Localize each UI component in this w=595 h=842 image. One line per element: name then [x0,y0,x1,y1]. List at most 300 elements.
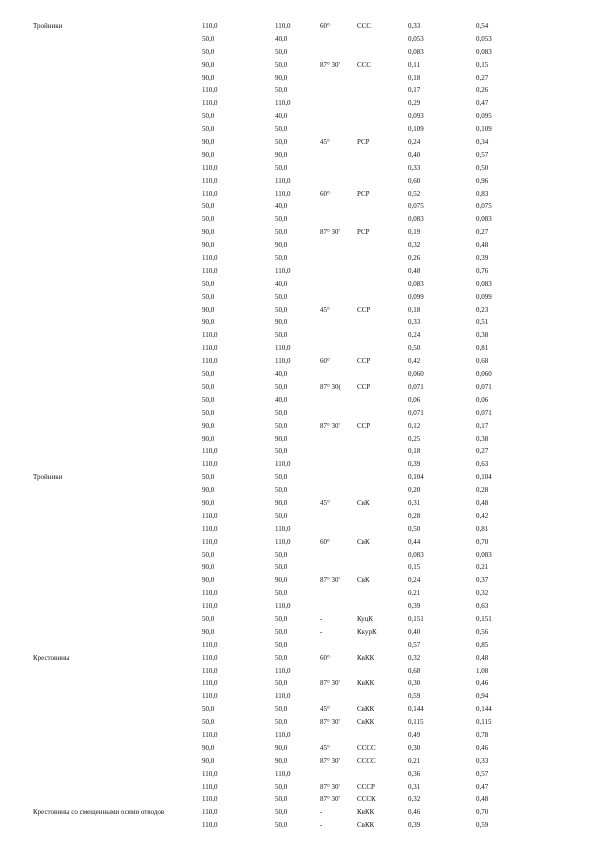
diameter-branch-cell: 90,0 [275,73,288,82]
volume-cell: 0,68 [408,666,421,675]
diameter-branch-cell: 90,0 [275,434,288,443]
diameter-main-cell: 110,0 [202,357,218,366]
volume-cell: 0,39 [408,602,421,611]
volume-cell: 0,60 [408,176,421,185]
table-row [0,342,595,355]
angle-cell: - [320,614,323,623]
diameter-branch-cell: 90,0 [275,576,288,585]
diameter-main-cell: 90,0 [202,228,215,237]
volume-cell: 0,50 [408,524,421,533]
volume-cell: 0,083 [408,215,424,224]
table-row [0,677,595,690]
volume-cell: 0,109 [408,125,424,134]
mass-cell: 0,47 [476,782,489,791]
diameter-branch-cell: 50,0 [275,125,288,134]
volume-cell: 0,144 [408,705,424,714]
diameter-branch-cell: 90,0 [275,756,288,765]
volume-cell: 0,053 [408,34,424,43]
table-row [0,407,595,420]
designation-cell: КвКК [357,679,375,688]
diameter-branch-cell: 40,0 [275,279,288,288]
designation-cell: СвКК [357,821,375,830]
designation-cell: РСР [357,189,370,198]
diameter-main-cell: 110,0 [202,344,218,353]
mass-cell: 0,39 [476,254,489,263]
diameter-main-cell: 110,0 [202,254,218,263]
diameter-branch-cell: 40,0 [275,370,288,379]
volume-cell: 0,104 [408,473,424,482]
designation-cell: КвКК [357,808,375,817]
diameter-main-cell: 110,0 [202,86,218,95]
diameter-branch-cell: 50,0 [275,550,288,559]
angle-cell: 60° [320,22,330,30]
diameter-branch-cell: 110,0 [275,266,291,275]
mass-cell: 0,071 [476,382,492,391]
table-row [0,806,595,819]
volume-cell: 0,46 [408,808,421,817]
angle-cell: 60° [320,653,330,662]
diameter-branch-cell: 50,0 [275,382,288,391]
mass-cell: 0,59 [476,821,489,830]
diameter-main-cell: 90,0 [202,73,215,82]
mass-cell: 0,28 [476,486,489,495]
angle-cell: 60° [320,357,330,366]
angle-cell: 87° 30( [320,382,341,391]
diameter-branch-cell: 50,0 [275,795,288,804]
mass-cell: 0,109 [476,125,492,134]
diameter-branch-cell: 50,0 [275,421,288,430]
volume-cell: 0,39 [408,821,421,830]
diameter-main-cell: 110,0 [202,653,218,662]
table-row [0,561,595,574]
diameter-main-cell: 90,0 [202,756,215,765]
mass-cell: 0,083 [476,215,492,224]
volume-cell: 0,26 [408,254,421,263]
diameter-main-cell: 110,0 [202,511,218,520]
angle-cell: - [320,627,323,636]
diameter-main-cell: 50,0 [202,473,215,482]
mass-cell: 0,26 [476,86,489,95]
designation-cell: СвК [357,498,370,507]
diameter-main-cell: 90,0 [202,318,215,327]
diameter-main-cell: 50,0 [202,705,215,714]
mass-cell: 0,56 [476,627,489,636]
table-row [0,536,595,549]
volume-cell: 0,071 [408,382,424,391]
mass-cell: 0,46 [476,743,489,752]
mass-cell: 0,63 [476,602,489,611]
angle-cell: 45° [320,705,330,714]
mass-cell: 0,053 [476,34,492,43]
mass-cell: 0,083 [476,279,492,288]
table-row [0,162,595,175]
mass-cell: 0,23 [476,305,489,314]
diameter-main-cell: 110,0 [202,821,218,830]
volume-cell: 0,151 [408,614,424,623]
mass-cell: 0,083 [476,47,492,56]
diameter-branch-cell: 110,0 [275,666,291,675]
diameter-main-cell: 90,0 [202,241,215,250]
table-row [0,136,595,149]
table-row [0,72,595,85]
angle-cell: 87° 30' [320,782,340,791]
table-row [0,497,595,510]
table-row [0,445,595,458]
volume-cell: 0,42 [408,357,421,366]
diameter-main-cell: 110,0 [202,679,218,688]
diameter-branch-cell: 110,0 [275,99,291,108]
diameter-branch-cell: 50,0 [275,86,288,95]
mass-cell: 0,115 [476,718,492,727]
designation-cell: СвК [357,576,370,585]
volume-cell: 0,32 [408,653,421,662]
mass-cell: 0,50 [476,163,489,172]
table-row [0,329,595,342]
volume-cell: 0,32 [408,795,421,804]
table-row [0,200,595,213]
mass-cell: 0,57 [476,769,489,778]
table-row [0,188,595,201]
mass-cell: 0,70 [476,537,489,546]
diameter-branch-cell: 110,0 [275,460,291,469]
mass-cell: 0,071 [476,408,492,417]
mass-cell: 0,17 [476,421,489,430]
mass-cell: 0,42 [476,511,489,520]
volume-cell: 0,12 [408,421,421,430]
volume-cell: 0,083 [408,550,424,559]
table-row [0,574,595,587]
fitting-type-cell: Крестовины [33,653,70,662]
table-row [0,665,595,678]
mass-cell: 0,48 [476,241,489,250]
mass-cell: 0,21 [476,563,489,572]
diameter-main-cell: 50,0 [202,370,215,379]
mass-cell: 0,27 [476,228,489,237]
diameter-branch-cell: 50,0 [275,821,288,830]
diameter-branch-cell: 110,0 [275,730,291,739]
volume-cell: 0,44 [408,537,421,546]
volume-cell: 0,48 [408,266,421,275]
mass-cell: 0,099 [476,292,492,301]
designation-cell: ССР [357,357,371,366]
volume-cell: 0,06 [408,395,421,404]
volume-cell: 0,15 [408,563,421,572]
table-row [0,729,595,742]
diameter-branch-cell: 50,0 [275,408,288,417]
volume-cell: 0,099 [408,292,424,301]
angle-cell: - [320,808,323,817]
diameter-main-cell: 90,0 [202,563,215,572]
mass-cell: 0,38 [476,331,489,340]
mass-cell: 0,095 [476,112,492,121]
mass-cell: 0,32 [476,589,489,598]
volume-cell: 0,59 [408,692,421,701]
volume-cell: 0,24 [408,138,421,147]
fittings-table [0,20,595,832]
diameter-main-cell: 50,0 [202,112,215,121]
table-row [0,600,595,613]
mass-cell: 0,94 [476,692,489,701]
diameter-branch-cell: 50,0 [275,60,288,69]
mass-cell: 0,15 [476,60,489,69]
mass-cell: 0,78 [476,730,489,739]
diameter-main-cell: 50,0 [202,34,215,43]
mass-cell: 0,70 [476,808,489,817]
mass-cell: 0,83 [476,189,489,198]
diameter-main-cell: 110,0 [202,537,218,546]
table-row [0,768,595,781]
mass-cell: 0,76 [476,266,489,275]
diameter-branch-cell: 110,0 [275,524,291,533]
diameter-main-cell: 110,0 [202,176,218,185]
diameter-branch-cell: 90,0 [275,318,288,327]
mass-cell: 0,54 [476,22,489,30]
mass-cell: 0,083 [476,550,492,559]
designation-cell: РСР [357,138,370,147]
diameter-main-cell: 50,0 [202,292,215,301]
mass-cell: 0,075 [476,202,492,211]
volume-cell: 0,31 [408,782,421,791]
angle-cell: 45° [320,138,330,147]
volume-cell: 0,24 [408,331,421,340]
volume-cell: 0,31 [408,498,421,507]
diameter-main-cell: 110,0 [202,602,218,611]
volume-cell: 0,25 [408,434,421,443]
angle-cell: 87° 30' [320,718,340,727]
volume-cell: 0,39 [408,460,421,469]
table-row [0,742,595,755]
diameter-main-cell: 50,0 [202,279,215,288]
designation-cell: СвКК [357,705,375,714]
volume-cell: 0,071 [408,408,424,417]
diameter-main-cell: 90,0 [202,138,215,147]
designation-cell: ССР [357,305,371,314]
table-row [0,755,595,768]
diameter-branch-cell: 110,0 [275,344,291,353]
table-row [0,690,595,703]
table-row [0,291,595,304]
table-row [0,793,595,806]
diameter-main-cell: 110,0 [202,795,218,804]
designation-cell: СвКК [357,718,375,727]
mass-cell: 0,060 [476,370,492,379]
designation-cell: СвК [357,537,370,546]
diameter-main-cell: 90,0 [202,421,215,430]
diameter-main-cell: 110,0 [202,692,218,701]
diameter-branch-cell: 90,0 [275,150,288,159]
diameter-main-cell: 110,0 [202,769,218,778]
angle-cell: 87° 30' [320,421,340,430]
table-row [0,213,595,226]
mass-cell: 0,47 [476,99,489,108]
diameter-branch-cell: 40,0 [275,34,288,43]
designation-cell: ССС [357,22,372,30]
diameter-branch-cell: 50,0 [275,705,288,714]
diameter-main-cell: 50,0 [202,614,215,623]
volume-cell: 0,33 [408,318,421,327]
table-row [0,587,595,600]
table-row [0,149,595,162]
diameter-branch-cell: 50,0 [275,215,288,224]
volume-cell: 0,060 [408,370,424,379]
diameter-branch-cell: 50,0 [275,447,288,456]
diameter-main-cell: 110,0 [202,730,218,739]
table-row [0,355,595,368]
volume-cell: 0,17 [408,86,421,95]
designation-cell: ССС [357,60,372,69]
angle-cell: 60° [320,537,330,546]
diameter-branch-cell: 40,0 [275,112,288,121]
mass-cell: 0,48 [476,653,489,662]
mass-cell: 0,34 [476,138,489,147]
diameter-branch-cell: 50,0 [275,473,288,482]
designation-cell: РСР [357,228,370,237]
diameter-main-cell: 50,0 [202,395,215,404]
diameter-main-cell: 110,0 [202,524,218,533]
angle-cell: 87° 30' [320,756,340,765]
table-row [0,819,595,832]
table-row [0,239,595,252]
volume-cell: 0,40 [408,150,421,159]
diameter-main-cell: 110,0 [202,589,218,598]
angle-cell: 87° 30' [320,679,340,688]
diameter-main-cell: 110,0 [202,22,218,30]
table-row [0,471,595,484]
mass-cell: 0,27 [476,447,489,456]
diameter-branch-cell: 110,0 [275,357,291,366]
fitting-type-cell: Крестовины со смещенными осями отводов [33,808,165,817]
diameter-branch-cell: 50,0 [275,138,288,147]
diameter-branch-cell: 50,0 [275,331,288,340]
diameter-main-cell: 90,0 [202,743,215,752]
angle-cell: 87° 30' [320,576,340,585]
diameter-main-cell: 90,0 [202,576,215,585]
diameter-main-cell: 90,0 [202,434,215,443]
mass-cell: 0,51 [476,318,489,327]
designation-cell: КкурК [357,627,377,636]
diameter-main-cell: 50,0 [202,215,215,224]
table-row [0,652,595,665]
diameter-main-cell: 110,0 [202,640,218,649]
volume-cell: 0,075 [408,202,424,211]
volume-cell: 0,33 [408,22,421,30]
diameter-main-cell: 50,0 [202,408,215,417]
mass-cell: 0,38 [476,434,489,443]
diameter-branch-cell: 40,0 [275,395,288,404]
diameter-branch-cell: 50,0 [275,305,288,314]
designation-cell: СССР [357,782,375,791]
diameter-branch-cell: 50,0 [275,486,288,495]
diameter-main-cell: 50,0 [202,550,215,559]
diameter-branch-cell: 50,0 [275,627,288,636]
table-row [0,484,595,497]
volume-cell: 0,29 [408,99,421,108]
table-row [0,639,595,652]
volume-cell: 0,36 [408,769,421,778]
diameter-branch-cell: 50,0 [275,679,288,688]
mass-cell: 0,81 [476,524,489,533]
diameter-branch-cell: 50,0 [275,640,288,649]
diameter-branch-cell: 110,0 [275,176,291,185]
table-row [0,304,595,317]
mass-cell: 0,85 [476,640,489,649]
volume-cell: 0,49 [408,730,421,739]
diameter-branch-cell: 110,0 [275,692,291,701]
mass-cell: 0,48 [476,498,489,507]
mass-cell: 0,63 [476,460,489,469]
diameter-main-cell: 90,0 [202,486,215,495]
volume-cell: 0,083 [408,47,424,56]
mass-cell: 0,96 [476,176,489,185]
table-row [0,59,595,72]
volume-cell: 0,18 [408,447,421,456]
diameter-branch-cell: 110,0 [275,189,291,198]
mass-cell: 0,37 [476,576,489,585]
diameter-branch-cell: 50,0 [275,163,288,172]
diameter-branch-cell: 40,0 [275,202,288,211]
diameter-branch-cell: 110,0 [275,22,291,30]
table-row [0,368,595,381]
diameter-branch-cell: 50,0 [275,653,288,662]
designation-cell: КвКК [357,653,375,662]
volume-cell: 0,18 [408,305,421,314]
table-row [0,278,595,291]
diameter-branch-cell: 50,0 [275,782,288,791]
table-row [0,420,595,433]
table-row [0,97,595,110]
volume-cell: 0,21 [408,756,421,765]
diameter-main-cell: 50,0 [202,202,215,211]
volume-cell: 0,18 [408,73,421,82]
diameter-main-cell: 50,0 [202,718,215,727]
diameter-branch-cell: 50,0 [275,292,288,301]
volume-cell: 0,20 [408,486,421,495]
diameter-main-cell: 110,0 [202,782,218,791]
diameter-main-cell: 50,0 [202,47,215,56]
volume-cell: 0,093 [408,112,424,121]
diameter-main-cell: 90,0 [202,305,215,314]
table-row [0,316,595,329]
designation-cell: СССК [357,795,376,804]
angle-cell: 87° 30' [320,228,340,237]
table-row [0,510,595,523]
diameter-branch-cell: 50,0 [275,589,288,598]
designation-cell: ССР [357,421,371,430]
diameter-main-cell: 50,0 [202,382,215,391]
diameter-branch-cell: 110,0 [275,769,291,778]
mass-cell: 0,06 [476,395,489,404]
mass-cell: 0,27 [476,73,489,82]
angle-cell: 45° [320,305,330,314]
table-row [0,20,595,33]
diameter-main-cell: 110,0 [202,266,218,275]
table-row [0,549,595,562]
angle-cell: 60° [320,189,330,198]
diameter-main-cell: 90,0 [202,498,215,507]
mass-cell: 1,08 [476,666,489,675]
diameter-main-cell: 50,0 [202,125,215,134]
table-row [0,394,595,407]
diameter-branch-cell: 50,0 [275,718,288,727]
volume-cell: 0,50 [408,344,421,353]
diameter-branch-cell: 50,0 [275,254,288,263]
table-row [0,613,595,626]
angle-cell: - [320,821,323,830]
diameter-main-cell: 110,0 [202,808,218,817]
volume-cell: 0,19 [408,228,421,237]
diameter-branch-cell: 110,0 [275,602,291,611]
mass-cell: 0,144 [476,705,492,714]
